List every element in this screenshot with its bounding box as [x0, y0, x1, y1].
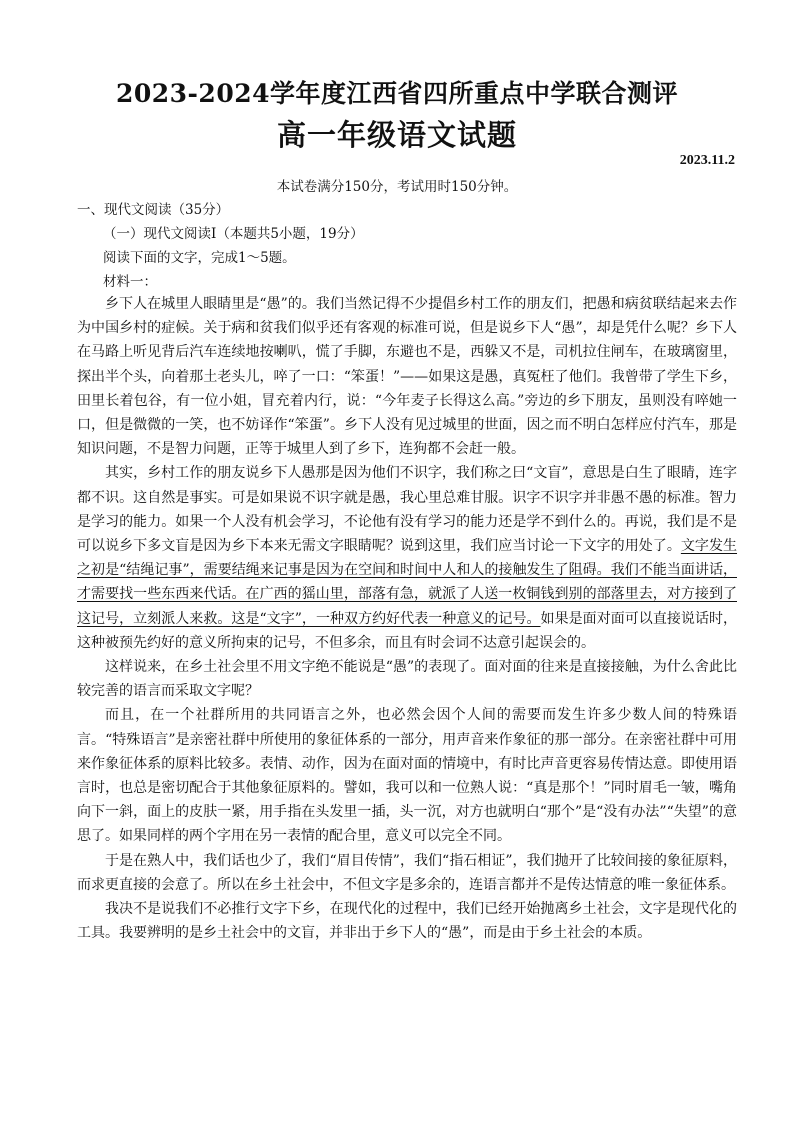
paragraph-text: 其实，乡村工作的朋友说乡下人愚那是因为他们不识字，我们称之曰“文盲”，意思是白生了眼睛，连字都不识。这自然是事实。可是如果说不识字就是愚，我心里总难甘服。识字不识字并非愚不愚的标准。智力是学习的能力。如果一个人没有机会学习，不论他有没有学习的能力还是学不到什么的。再说，我们是不是可以说乡下多文盲是因为乡下本来无需文字眼睛呢？说到这里，我们应当讨论一下文字的用处了。 [77, 465, 737, 555]
passage-paragraph: 而且，在一个社群所用的共同语言之外，也必然会因个人间的需要而发生许多少数人间的特殊语言。“特殊语言”是亲密社群中所使用的象征体系的一部分，用声音来作象征的那一部分。在亲密社群中可用来作象征体系的原料比较多。表情、动作，因为在面对面的情境中，有时比声音更容易传情达意。即使用语言时，也总是密切配合于其他象征原料的。譬如，我可以和一位熟人说：“真是那个！”同时眉毛一皱，嘴角向下一斜，面上的皮肤一紧，用手指在头发里一插，头一沉，对方也就明白“那个”是“没有办法”“失望”的意思了。如果同样的两个字用在另一表情的配合里，意义可以完全不同。 [77, 707, 737, 845]
reading-instruction: 阅读下面的文字，完成1～5题。 [103, 250, 296, 266]
passage-paragraph: 于是在熟人中，我们话也少了，我们“眉目传情”，我们“指石相证”，我们抛开了比较间接的象征原料，而求更直接的会意了。所以在乡土社会中，不但文字是多余的，连语言都并不是传达情意的唯一象征体系。 [77, 852, 737, 893]
paragraph-text: 如果是面对面可以直接说话时，这种被预先约好的意义所拘束的记号，不但多余，而且有时会词不达意引起误会的。 [77, 610, 738, 651]
exam-date: 2023.11.2 [679, 153, 735, 168]
section-heading: 一、现代文阅读（35分） [77, 202, 230, 218]
material-label: 材料一： [103, 274, 157, 290]
exam-title: 2023-2024学年度江西省四所重点中学联合测评 [115, 79, 679, 108]
passage-paragraph: 这样说来，在乡土社会里不用文字绝不能说是“愚”的表现了。面对面的往来是直接接触，为什么舍此比较完善的语言而采取文字呢？ [77, 659, 737, 700]
underlined-text: 文字发生之初是“结绳记事”，需要结绳来记事是因为在空间和时间中人和人的接触发生了阻碍。我们不能当面讲话，才需要找一些东西来代话。在广西的猺山里，部落有急，就派了人送一枚铜钱到别的部落里去，对方接到了这记号，立刻派人来救。这是“文字”，一种双方约好代表一种意义的记号。 [77, 538, 738, 627]
exam-note: 本试卷满分150分，考试用时150分钟。 [276, 179, 518, 195]
passage-paragraph: 乡下人在城里人眼睛里是“愚”的。我们当然记得不少提倡乡村工作的朋友们，把愚和病贫联结起来去作为中国乡村的症候。关于病和贫我们似乎还有客观的标准可说，但是说乡下人“愚”，却是凭什么呢？乡下人在马路上听见背后汽车连续地按喇叭，慌了手脚，东避也不是，西躲又不是，司机拉住闸车，在玻璃窗里，探出半个头，向着那土老头儿，啐了一口：“笨蛋！”——如果这是愚，真冤枉了他们。我曾带了学生下乡，田里长着包谷，有一位小姐，冒充着内行，说：“今年麦子长得这么高。”旁边的乡下朋友，虽则没有啐她一口，但是微微的一笑，也不妨译作“笨蛋”。乡下人没有见过城里的世面，因之而不明白怎样应付汽车，那是知识问题，不是智力问题，正等于城里人到了乡下，连狗都不会赶一般。 [77, 296, 737, 458]
subsection-heading: （一）现代文阅读Ⅰ（本题共5小题，19分） [103, 226, 364, 242]
passage-paragraph: 我决不是说我们不必推行文字下乡，在现代化的过程中，我们已经开始抛离乡土社会，文字是现代化的工具。我要辨明的是乡土社会中的文盲，并非出于乡下人的“愚”，而是由于乡土社会的本质。 [77, 901, 737, 942]
exam-subtitle: 高一年级语文试题 [276, 118, 517, 152]
reading-passage [77, 292, 737, 945]
passage-paragraph [77, 461, 737, 655]
